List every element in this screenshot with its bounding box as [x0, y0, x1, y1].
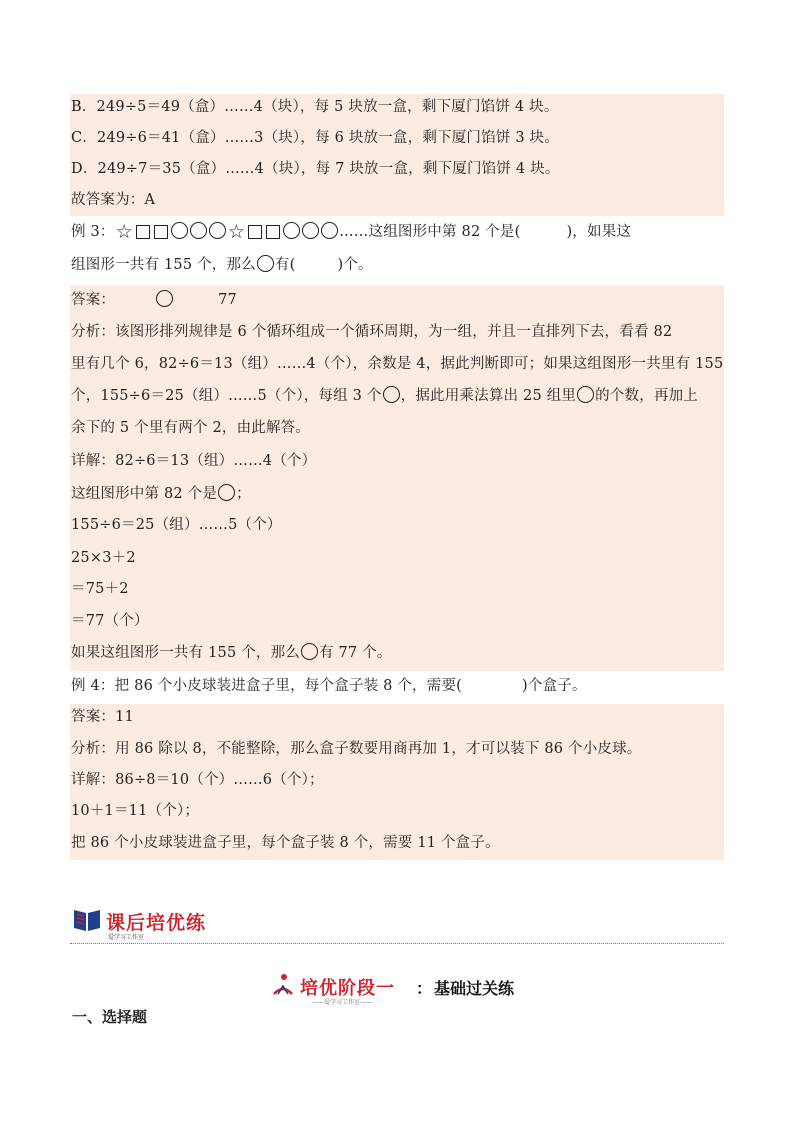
example-4-tail: )个盒子。 [522, 678, 587, 694]
example-3-label: 例 3： [71, 224, 115, 240]
stage-colon: ： [416, 979, 433, 998]
section-divider [70, 943, 724, 944]
detail-text: 如果这组图形一共有 155 个，那么 [71, 645, 300, 661]
detail-3-7 [71, 643, 392, 663]
answer-label: 答案： [71, 292, 116, 308]
detail-3-4: 25×3＋2 [71, 550, 136, 566]
stage-subtitle: 基础过关练 [434, 979, 515, 998]
analysis-3-2: 里有几个 6，82÷6＝13（组）……4（个），余数是 4，据此判断即可；如果这组图形一共里有 155 [71, 356, 724, 372]
detail-4-2: 10＋1＝11（个）； [71, 803, 200, 819]
answer-value: 77 [218, 292, 237, 308]
option-b: B．249÷5＝49（盒）……4（块），每 5 块放一盒，剩下厦门馅饼 4 块。 [71, 99, 559, 115]
answer-line: 故答案为：A [71, 192, 156, 208]
option-d: D．249÷7＝35（盒）……4（块），每 7 块放一盒，剩下厦门馅饼 4 块。 [71, 161, 560, 177]
detail-3-3: 155÷6＝25（组）……5（个） [71, 517, 282, 533]
detail-4-3: 把 86 个小皮球装进盒子里，每个盒子装 8 个，需要 11 个盒子。 [71, 835, 500, 851]
stage-title: 培优阶段一 [300, 978, 395, 999]
circle-icon [302, 222, 319, 239]
example-4-text: 例 4：把 86 个小皮球装进盒子里，每个盒子装 8 个，需要( [71, 678, 463, 694]
circle-icon [190, 222, 207, 239]
star-icon: ☆ [227, 221, 246, 243]
option-c: C．249÷6＝41（盒）……3（块），每 6 块放一盒，剩下厦门馅饼 3 块。 [71, 130, 559, 146]
circle-icon [301, 643, 318, 660]
section-subtitle: 爱学习工作室 [108, 934, 145, 941]
circle-icon [257, 255, 274, 272]
section-title: 课后培优练 [106, 912, 207, 934]
detail-3-5: ＝75＋2 [71, 581, 129, 597]
square-icon [248, 225, 262, 239]
example-3-text-4: )个。 [337, 257, 373, 273]
analysis-text: 的个数，再加上 [595, 388, 698, 404]
circle-icon [171, 222, 188, 239]
answer-3 [71, 290, 237, 310]
square-icon [136, 225, 150, 239]
analysis-3-3 [71, 386, 698, 406]
answer-4: 答案：11 [71, 709, 134, 725]
detail-text: 这组图形中第 82 个是 [71, 486, 218, 502]
example-3-text-2: 组图形一共有 155 个，那么 [71, 257, 256, 273]
book-logo-icon [72, 907, 102, 933]
circle-icon [156, 290, 173, 307]
star-icon: ☆ [115, 221, 133, 243]
analysis-4: 分析：用 86 除以 8，不能整除，那么盒子数要用商再加 1，才可以装下 86 个小皮球。 [71, 741, 642, 757]
detail-4-1: 详解：86÷8＝10（个）……6（个）； [71, 772, 324, 788]
circle-icon [209, 222, 226, 239]
detail-3-2 [71, 484, 251, 504]
square-icon [154, 225, 168, 239]
reading-figure-icon [270, 972, 296, 998]
stage-signature: ——爱学习工作室—— [312, 999, 373, 1006]
detail-3-6: ＝77（个） [71, 613, 149, 629]
question-heading: 一、选择题 [72, 1008, 148, 1026]
detail-text: 有 77 个。 [319, 645, 392, 661]
example-3-line-2 [71, 255, 373, 275]
detail-text: ； [236, 486, 251, 502]
example-3-line-1 [71, 222, 631, 242]
analysis-text: 个，155÷6＝25（组）……5（个），每组 3 个 [71, 388, 382, 404]
analysis-3-4: 余下的 5 个里有两个 2，由此解答。 [71, 420, 311, 436]
circle-icon [218, 484, 235, 501]
analysis-text: ，据此用乘法算出 25 组里 [400, 388, 577, 404]
shade-block-2 [70, 285, 724, 671]
circle-icon [321, 222, 338, 239]
circle-icon [577, 386, 594, 403]
example-4 [71, 676, 587, 696]
example-3-tail: )，如果这 [566, 224, 632, 240]
circle-icon [383, 386, 400, 403]
circle-icon [283, 222, 300, 239]
analysis-3-1: 分析：该图形排列规律是 6 个循环组成一个循环周期，为一组，并且一直排列下去，看看 82 [71, 324, 673, 340]
square-icon [266, 225, 280, 239]
detail-3-1: 详解：82÷6＝13（组）……4（个） [71, 453, 317, 469]
example-3-text-3: 有( [274, 257, 296, 273]
example-3-text: ……这组图形中第 82 个是( [339, 224, 521, 240]
